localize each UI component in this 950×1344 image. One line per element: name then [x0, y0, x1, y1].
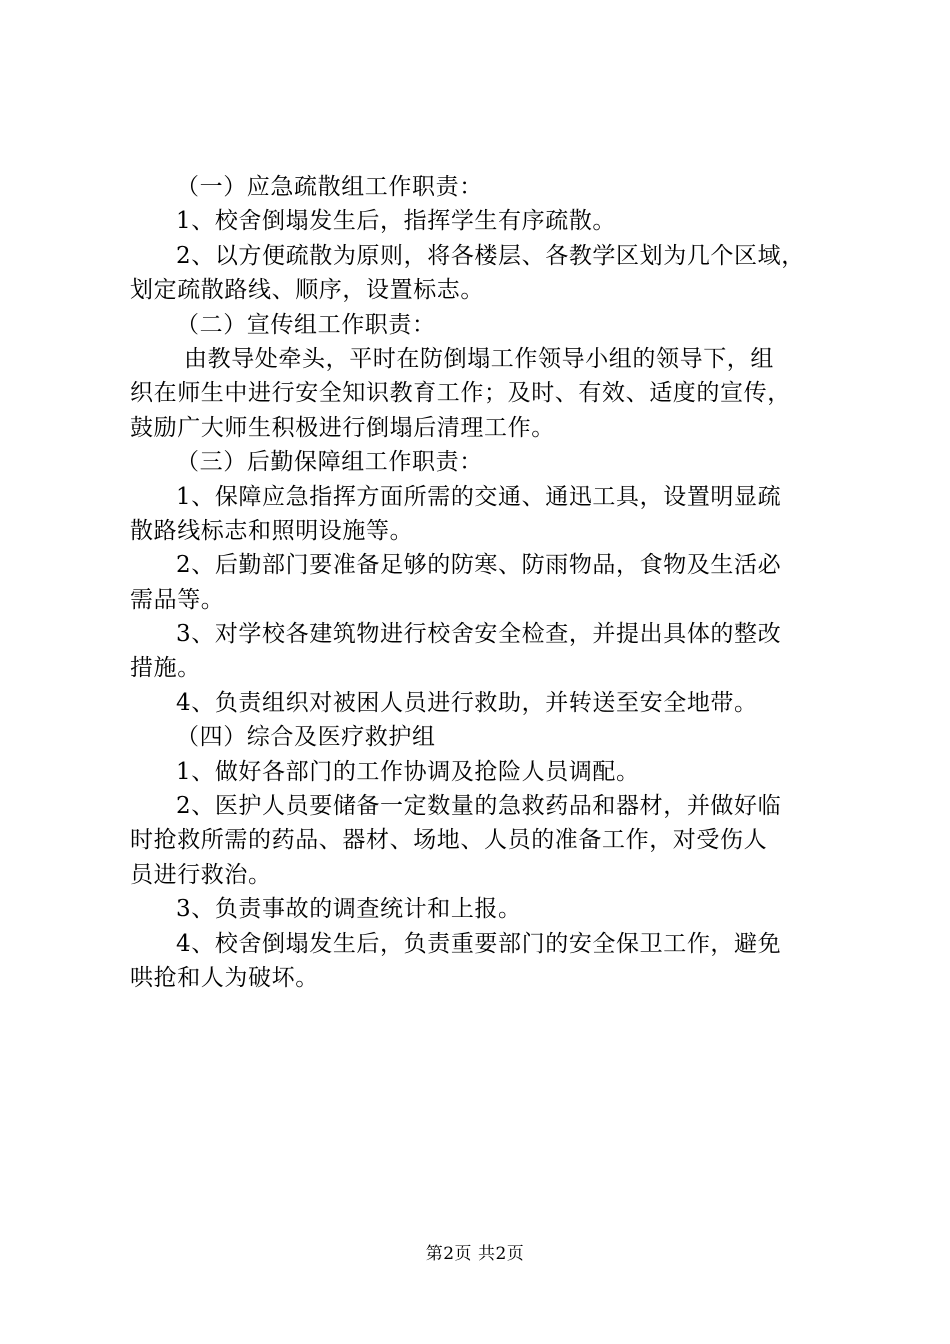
- section-heading-publicity: （二）宣传组工作职责：: [176, 311, 436, 338]
- paragraph-line: 由教导处牵头，平时在防倒塌工作领导小组的领导下，组: [184, 345, 774, 372]
- paragraph-line: 哄抢和人为破坏。: [130, 964, 319, 991]
- paragraph-line: 2、医护人员要储备一定数量的急救药品和器材，并做好临: [176, 793, 782, 820]
- paragraph-line: 3、负责事故的调查统计和上报。: [176, 896, 522, 923]
- paragraph-line: 划定疏散路线、顺序，设置标志。: [130, 277, 484, 304]
- paragraph-line: 4、校舍倒塌发生后，负责重要部门的安全保卫工作，避免: [176, 930, 782, 957]
- paragraph-line: 鼓励广大师生积极进行倒塌后清理工作。: [130, 414, 555, 441]
- paragraph-line: 1、保障应急指挥方面所需的交通、通迅工具，设置明显疏: [176, 483, 782, 510]
- paragraph-line: 2、后勤部门要准备足够的防寒、防雨物品，食物及生活必: [176, 552, 782, 579]
- section-heading-logistics: （三）后勤保障组工作职责：: [176, 449, 483, 476]
- page-number-footer: 第2页 共2页: [425, 1244, 525, 1264]
- paragraph-line: 散路线标志和照明设施等。: [130, 517, 414, 544]
- section-heading-evacuation: （一）应急疏散组工作职责：: [176, 174, 483, 200]
- paragraph-line: 2、以方便疏散为原则，将各楼层、各教学区划为几个区域，: [176, 242, 805, 269]
- paragraph-line: 1、校舍倒塌发生后，指挥学生有序疏散。: [176, 208, 617, 235]
- paragraph-line: 4、负责组织对被困人员进行救助，并转送至安全地带。: [176, 689, 758, 716]
- paragraph-line: 需品等。: [130, 586, 225, 613]
- paragraph-line: 员进行救治。: [130, 861, 272, 888]
- document-body: [130, 170, 835, 995]
- section-heading-medical: （四）综合及医疗救护组: [176, 724, 436, 751]
- paragraph-line: 织在师生中进行安全知识教育工作；及时、有效、适度的宣传，: [130, 380, 791, 407]
- paragraph-line: 3、对学校各建筑物进行校舍安全检查，并提出具体的整改: [176, 621, 782, 648]
- paragraph-line: 1、做好各部门的工作协调及抢险人员调配。: [176, 758, 640, 785]
- paragraph-line: 措施。: [130, 655, 201, 682]
- paragraph-line: 时抢救所需的药品、器材、场地、人员的准备工作，对受伤人: [130, 827, 768, 854]
